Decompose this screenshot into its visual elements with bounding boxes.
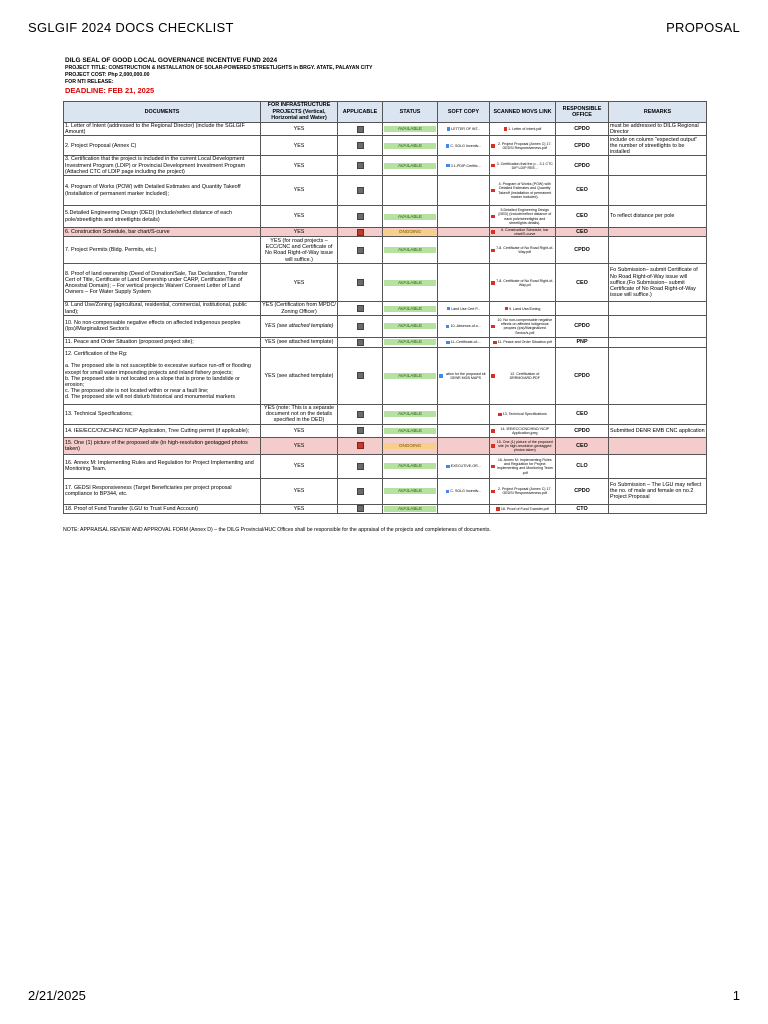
status-cell (383, 302, 438, 315)
soft-copy-cell (438, 176, 490, 206)
status-cell (383, 337, 438, 347)
status-cell (383, 315, 438, 337)
infrastructure-cell: YES (261, 123, 338, 136)
applicable-checkbox[interactable] (357, 372, 364, 379)
table-row (64, 478, 707, 504)
soft-copy-link[interactable] (439, 464, 488, 468)
pdf-icon (496, 507, 500, 511)
document-cell: 18. Proof of Fund Transfer (LGU to Trust Fund Account) (64, 504, 261, 513)
pdf-icon (491, 374, 495, 378)
document-cell: 11. Peace and Order Situation (proposed project site); (64, 337, 261, 347)
scanned-movs-label: 10. No non-compensable negative effects on affected indigenous peoples (Ips)/Marginalized Sector/s.pdf (497, 317, 553, 335)
soft-copy-cell (438, 437, 490, 454)
applicable-checkbox[interactable] (357, 187, 364, 194)
infrastructure-cell: YES (see attached template) (261, 347, 338, 404)
soft-copy-label: C. SGLG Incentiv... (450, 143, 482, 148)
document-cell: 15. One (1) picture of the proposed site (in high-resolution geotagged photos taken) (64, 437, 261, 454)
remarks-cell: include on column "expected output" the number of streetlights to be installed (609, 136, 707, 156)
document-cell: 8. Proof of land ownership (Deed of Donation/Sale, Tax Declaration, Transfer Cert of Title, Certificate of Land Ownership under CARP, Certificate/Title of Ancestral Domain); – For vertical projects Waiver/ Consent Letter of Land Owners – For Water Supply System (64, 264, 261, 302)
soft-copy-cell (438, 264, 490, 302)
deadline: DEADLINE: FEB 21, 2025 (65, 86, 155, 95)
scanned-movs-label: 14. IEE/ECC/CNC/HNC/ NCIP Application.jpeg (500, 426, 550, 435)
pdf-icon (491, 281, 495, 285)
soft-copy-label: C. SGLG Incentiv... (450, 489, 482, 494)
status-cell (383, 206, 438, 228)
status-chip[interactable]: AVAILABLE (384, 463, 436, 469)
pdf-icon (491, 444, 495, 448)
document-cell: 13. Technical Specifications; (64, 404, 261, 424)
status-chip[interactable]: AVAILABLE (384, 280, 436, 286)
column-header: FOR INFRASTRUCTURE PROJECTS (Vertical, Horizontal and Water) (261, 102, 338, 123)
pdf-icon (491, 490, 495, 494)
responsible-office-cell: CEO (556, 264, 609, 302)
status-cell (383, 347, 438, 404)
applicable-cell (338, 206, 383, 228)
soft-copy-cell (438, 347, 490, 404)
remarks-cell (609, 437, 707, 454)
status-chip[interactable]: AVAILABLE (384, 323, 436, 329)
status-chip[interactable]: AVAILABLE (384, 506, 436, 512)
applicable-cell (338, 504, 383, 513)
soft-copy-cell (438, 424, 490, 437)
soft-copy-cell (438, 302, 490, 315)
responsible-office-cell: PNP (556, 337, 609, 347)
file-icon (446, 325, 450, 329)
column-header: APPLICABLE (338, 102, 383, 123)
responsible-office-cell: CEO (556, 437, 609, 454)
status-chip[interactable]: ONGOING (384, 443, 436, 449)
scanned-movs-cell (490, 437, 556, 454)
scanned-movs-label: 18. Proof of Fund Transfer.pdf (500, 506, 549, 511)
document-cell: 4. Program of Works (POW) with Detailed Estimates and Quantity Takeoff (Installation of permanent marker included); (64, 176, 261, 206)
applicable-cell (338, 176, 383, 206)
table-row (64, 237, 707, 264)
scanned-movs-label: 16. Annex M: Implementing Rules and Regulation for Project Implementing and Monitoring Team .pdf (496, 457, 553, 475)
applicable-cell (338, 478, 383, 504)
document-cell: 6. Construction Schedule, bar chart/S-curve (64, 228, 261, 237)
pdf-icon (491, 144, 495, 148)
status-cell (383, 123, 438, 136)
applicable-checkbox[interactable] (357, 162, 364, 169)
soft-copy-link[interactable] (439, 340, 488, 344)
status-cell (383, 404, 438, 424)
applicable-cell (338, 404, 383, 424)
column-header: RESPONSIBLE OFFICE (556, 102, 609, 123)
table-row (64, 136, 707, 156)
status-cell (383, 478, 438, 504)
pdf-icon (498, 413, 502, 417)
remarks-cell: Submitted DENR EMB CNC application (609, 424, 707, 437)
scanned-movs-label: 3. Certification that the p... 3.1 CTC DIP LDIP REE... (496, 161, 553, 170)
responsible-office-cell: CEO (556, 228, 609, 237)
document-cell: 3. Certification that the project is included in the current Local Development Investment Program (LDIP) or Provincial Development Investment Program (Attached CTC of LDIP page including the project) (64, 156, 261, 176)
document-cell: 12. Certification of the Rg: a. The proposed site is not susceptible to excessive surface run-off or flooding except for small water impounding projects and inland fishery projects; b. The proposed site is not located on a slope that is prone to landslide or erosion; c. The proposed site is not located within or near a fault line; d. The proposed site will not disturb historical and monumental markers (64, 347, 261, 404)
scanned-movs-cell (490, 136, 556, 156)
applicable-checkbox[interactable] (357, 339, 364, 346)
infrastructure-cell: YES (261, 136, 338, 156)
scanned-movs-link[interactable] (491, 440, 554, 453)
project-cost: PROJECT COST: Php 2,000,000.00 (65, 72, 150, 78)
status-chip[interactable]: AVAILABLE (384, 339, 436, 345)
table-row (64, 454, 707, 478)
applicable-checkbox[interactable] (357, 126, 364, 133)
table-row (64, 424, 707, 437)
remarks-cell (609, 454, 707, 478)
scanned-movs-link[interactable] (491, 142, 554, 150)
scanned-movs-link[interactable] (491, 507, 554, 511)
applicable-checkbox[interactable] (357, 213, 364, 220)
infrastructure-cell: YES (261, 454, 338, 478)
nti-release: FOR NTI RELEASE: (65, 79, 114, 85)
file-icon (446, 341, 450, 345)
fund-title: DILG SEAL OF GOOD LOCAL GOVERNANCE INCENTIVE FUND 2024 (65, 57, 278, 64)
scanned-movs-cell (490, 454, 556, 478)
responsible-office-cell: CPDO (556, 237, 609, 264)
table-row (64, 504, 707, 513)
document-header-title: SGLGIF 2024 DOCS CHECKLIST (28, 20, 234, 35)
scanned-movs-link[interactable] (491, 307, 554, 311)
scanned-movs-label: 9. Land Use/Zoning (509, 306, 541, 311)
scanned-movs-label: 1. Letter of Intent.pdf (508, 127, 542, 132)
remarks-cell (609, 504, 707, 513)
applicable-cell (338, 237, 383, 264)
pdf-icon (491, 429, 495, 433)
scanned-movs-label: 11. Peace and Order Situation.pdf (497, 340, 552, 345)
soft-copy-label: 10.-Absence-of-n... (450, 324, 482, 329)
pdf-icon (491, 230, 495, 234)
scanned-movs-label: 7-8. Certificate of No Road Right-of-Way.pd (496, 278, 554, 287)
soft-copy-label: Land Use Cert P... (451, 306, 481, 311)
scanned-movs-cell (490, 302, 556, 315)
applicable-cell (338, 315, 383, 337)
column-header: SOFT COPY (438, 102, 490, 123)
pdf-icon (505, 307, 509, 311)
responsible-office-cell (556, 302, 609, 315)
responsible-office-cell: CPDO (556, 347, 609, 404)
footnote: NOTE: APPRAISAL REVIEW AND APPROVAL FORM (Annex D) – the DILG Provincial/HUC Offices shall be responsible for the appraisal of the projects and completeness of documents. (63, 527, 491, 533)
document-header-label: PROPOSAL (666, 20, 740, 35)
scanned-movs-link[interactable] (491, 182, 554, 199)
soft-copy-cell (438, 404, 490, 424)
responsible-office-cell: CPDO (556, 156, 609, 176)
responsible-office-cell: CEO (556, 206, 609, 228)
infrastructure-cell: YES (261, 228, 338, 237)
soft-copy-cell (438, 454, 490, 478)
applicable-cell (338, 136, 383, 156)
document-cell: 9. Land Use/Zoning (agricultural, residential, commercial, institutional, public land); (64, 302, 261, 315)
soft-copy-link[interactable] (439, 372, 488, 380)
document-cell: 17. GEDSI Responsiveness (Target Beneficiaries per project proposal compliance to BP344, etc. (64, 478, 261, 504)
pdf-icon (491, 215, 495, 219)
status-chip[interactable]: AVAILABLE (384, 163, 436, 169)
applicable-cell (338, 264, 383, 302)
applicable-cell (338, 156, 383, 176)
applicable-checkbox[interactable] (357, 427, 364, 434)
applicable-cell (338, 424, 383, 437)
scanned-movs-link[interactable] (491, 340, 554, 344)
infrastructure-cell: YES (see attached template) (261, 315, 338, 337)
scanned-movs-link[interactable] (491, 412, 554, 416)
document-cell: 10. No non-compensable negative effects on affected indigenous peoples (Ips)/Marginalized Sector/s (64, 315, 261, 337)
soft-copy-cell (438, 136, 490, 156)
table-row (64, 315, 707, 337)
table-row (64, 264, 707, 302)
scanned-movs-label: 5.Detailed Engineering Design (DED) (Include/reflect distance of each pole/streetlights and streetlights details). (498, 208, 552, 225)
scanned-movs-cell (490, 478, 556, 504)
pdf-icon (493, 341, 497, 345)
status-chip[interactable]: AVAILABLE (384, 488, 436, 494)
soft-copy-cell (438, 123, 490, 136)
scanned-movs-cell (490, 228, 556, 237)
table-row (64, 302, 707, 315)
scanned-movs-label: 2. Project Proposal (Annex C) 17. GEDSI Responsiveness.pdf (497, 487, 552, 496)
project-info (65, 57, 705, 96)
applicable-cell (338, 337, 383, 347)
table-row (64, 347, 707, 404)
table-row (64, 206, 707, 228)
soft-copy-cell (438, 237, 490, 264)
soft-copy-label: ation for the proposed sit DENR MGB MAPS (445, 371, 486, 380)
infrastructure-cell: YES (Certification from MPDC/ Zoning Officer) (262, 302, 336, 315)
remarks-cell (609, 315, 707, 337)
remarks-cell (609, 302, 707, 315)
project-title: PROJECT TITLE: CONSTRUCTION & INSTALLATION OF SOLAR-POWERED STREETLIGHTS in BRGY. ATATE, PALAYAN CITY (65, 65, 373, 71)
responsible-office-cell: CEO (556, 404, 609, 424)
table-row (64, 404, 707, 424)
scanned-movs-label: 4. Program of Works (POW) with Detailed Estimates and Quantity Takeoff (Installation of permanent marker included). (498, 182, 552, 199)
document-cell: 5.Detailed Engineering Design (DED) (Include/reflect distance of each pole/streetlights and streetlights details) (64, 206, 261, 228)
applicable-checkbox[interactable] (357, 488, 364, 495)
scanned-movs-label: 6. Construction Schedule, bar chart/S-curve (501, 228, 549, 237)
responsible-office-cell: CPDO (556, 315, 609, 337)
soft-copy-label: 11.-Certificate-of-... (450, 340, 481, 345)
infrastructure-cell: YES (for road projects – ECC/CNC and Certificate of No Road Right-of-Way issue will suffice.) (261, 237, 338, 264)
checklist-table (63, 101, 707, 514)
remarks-cell (609, 347, 707, 404)
table-row (64, 228, 707, 237)
responsible-office-cell: CPDO (556, 136, 609, 156)
status-cell (383, 504, 438, 513)
applicable-cell (338, 347, 383, 404)
pdf-icon (491, 325, 495, 329)
soft-copy-link[interactable] (439, 324, 488, 328)
status-cell (383, 437, 438, 454)
applicable-checkbox[interactable] (357, 247, 364, 254)
soft-copy-link[interactable] (439, 164, 488, 168)
scanned-movs-label: 13. Technical Specifications (502, 412, 547, 417)
responsible-office-cell: CPDO (556, 123, 609, 136)
applicable-checkbox[interactable] (357, 305, 364, 312)
soft-copy-cell (438, 337, 490, 347)
scanned-movs-link[interactable] (491, 279, 554, 287)
responsible-office-cell: CEO (556, 176, 609, 206)
status-cell (383, 237, 438, 264)
scanned-movs-link[interactable] (491, 318, 554, 335)
remarks-cell: To reflect distance per pole (609, 206, 707, 228)
scanned-movs-cell (490, 237, 556, 264)
scanned-movs-cell (490, 424, 556, 437)
scanned-movs-link[interactable] (491, 228, 554, 236)
applicable-checkbox[interactable] (357, 229, 364, 236)
file-icon (446, 164, 450, 168)
applicable-checkbox[interactable] (357, 323, 364, 330)
scanned-movs-label: 7-8. Certificate of No Road Right-of-Way.pdf (496, 246, 554, 255)
scanned-movs-cell (490, 347, 556, 404)
table-row (64, 176, 707, 206)
scanned-movs-cell (490, 156, 556, 176)
applicable-checkbox[interactable] (357, 505, 364, 512)
responsible-office-cell: CLO (556, 454, 609, 478)
soft-copy-label: 3.1-PDIP-Certific... (450, 163, 481, 168)
pdf-icon (504, 127, 508, 131)
pdf-icon (491, 164, 495, 168)
pdf-icon (491, 189, 495, 193)
status-cell (383, 176, 438, 206)
file-icon (447, 127, 451, 131)
scanned-movs-cell (490, 404, 556, 424)
table-row (64, 337, 707, 347)
infrastructure-cell: YES (261, 176, 338, 206)
infrastructure-cell: YES (see attached template) (261, 337, 338, 347)
column-header: REMARKS (609, 102, 707, 123)
infrastructure-cell: YES (261, 206, 338, 228)
column-header: SCANNED MOVS LINK (490, 102, 556, 123)
infrastructure-cell: YES (261, 156, 338, 176)
responsible-office-cell: CPDO (556, 478, 609, 504)
soft-copy-link[interactable] (439, 127, 488, 131)
applicable-checkbox[interactable] (357, 279, 364, 286)
status-chip[interactable]: AVAILABLE (384, 306, 436, 312)
pdf-icon (491, 465, 495, 469)
file-icon (446, 465, 450, 469)
table-row (64, 123, 707, 136)
infrastructure-cell: YES (261, 504, 338, 513)
remarks-cell (609, 237, 707, 264)
status-chip[interactable]: AVAILABLE (384, 247, 436, 253)
soft-copy-link[interactable] (439, 144, 488, 148)
responsible-office-cell: CPDO (556, 424, 609, 437)
infrastructure-cell: YES (note: This is a separate document not on the details specified in the DED) (261, 404, 338, 424)
scanned-movs-link[interactable] (491, 372, 554, 380)
scanned-movs-link[interactable] (491, 127, 554, 131)
remarks-cell (609, 176, 707, 206)
soft-copy-cell (438, 206, 490, 228)
remarks-cell: Fo Submission – The LGU may reflect the no. of male and female on no.2 Project Proposal (609, 478, 707, 504)
footer-date: 2/21/2025 (28, 988, 86, 1003)
scanned-movs-cell (490, 315, 556, 337)
scanned-movs-label: 12. Certification of DRRMO/ARD.PDF (509, 371, 540, 380)
file-icon (447, 307, 451, 311)
soft-copy-cell (438, 315, 490, 337)
status-cell (383, 264, 438, 302)
status-chip[interactable]: AVAILABLE (384, 143, 436, 149)
scanned-movs-cell (490, 176, 556, 206)
scanned-movs-link[interactable] (491, 458, 554, 475)
remarks-cell: must be addressed to DILG Regional Director (609, 123, 707, 136)
table-row (64, 156, 707, 176)
status-cell (383, 454, 438, 478)
status-cell (383, 228, 438, 237)
scanned-movs-link[interactable] (491, 487, 554, 495)
soft-copy-link[interactable] (439, 489, 488, 493)
infrastructure-cell: YES (261, 424, 338, 437)
soft-copy-cell (438, 228, 490, 237)
status-chip[interactable]: AVAILABLE (384, 373, 436, 379)
infrastructure-cell: YES (261, 264, 338, 302)
scanned-movs-cell (490, 264, 556, 302)
scanned-movs-label: 2. Project Proposal (Annex C) 17. GEDSI Responsiveness.pdf (497, 141, 552, 150)
status-chip[interactable]: AVAILABLE (384, 428, 436, 434)
soft-copy-label: EXECUTIVE-OR... (450, 464, 481, 469)
document-cell: 1. Letter of Intent (addressed to the Regional Director) (include the SGLGIF Amount) (64, 123, 261, 136)
applicable-cell (338, 302, 383, 315)
document-cell: 2. Project Proposal (Annex C) (64, 136, 261, 156)
status-cell (383, 424, 438, 437)
document-cell: 14. IEE/ECC/CNC/HNC/ NCIP Application, Tree Cutting permit (if applicable); (64, 424, 261, 437)
scanned-movs-cell (490, 123, 556, 136)
applicable-checkbox[interactable] (357, 442, 364, 449)
soft-copy-cell (438, 504, 490, 513)
column-header: DOCUMENTS (64, 102, 261, 123)
applicable-cell (338, 454, 383, 478)
scanned-movs-link[interactable] (491, 246, 554, 254)
applicable-cell (338, 123, 383, 136)
scanned-movs-cell (490, 337, 556, 347)
remarks-cell: Fo Submission– submit Certificate of No Road Right-of-Way issue will suffice.(Fo Submission– submit Certificate of No Road Right-of-Way issue will suffice.) (609, 264, 707, 302)
table-header-row (64, 102, 707, 123)
scanned-movs-cell (490, 504, 556, 513)
remarks-cell (609, 228, 707, 237)
remarks-cell (609, 337, 707, 347)
scanned-movs-link[interactable] (491, 427, 554, 435)
remarks-cell (609, 404, 707, 424)
status-chip[interactable]: AVAILABLE (384, 214, 436, 220)
soft-copy-cell (438, 478, 490, 504)
document-cell: 7. Project Permits (Bldg. Permits, etc.) (64, 237, 261, 264)
responsible-office-cell: CTO (556, 504, 609, 513)
document-cell: 16. Annex M: Implementing Rules and Regulation for Project Implementing and Monitoring Team. (64, 454, 261, 478)
soft-copy-cell (438, 156, 490, 176)
column-header: STATUS (383, 102, 438, 123)
remarks-cell (609, 156, 707, 176)
applicable-cell (338, 437, 383, 454)
infrastructure-cell: YES (261, 478, 338, 504)
scanned-movs-link[interactable] (491, 162, 554, 170)
file-icon (446, 144, 450, 148)
infrastructure-cell: YES (261, 437, 338, 454)
applicable-checkbox[interactable] (357, 411, 364, 418)
file-icon (439, 374, 443, 378)
pdf-icon (491, 249, 495, 253)
file-icon (446, 490, 450, 494)
applicable-checkbox[interactable] (357, 463, 364, 470)
status-cell (383, 156, 438, 176)
table-row (64, 437, 707, 454)
status-cell (383, 136, 438, 156)
scanned-movs-link[interactable] (491, 208, 554, 225)
status-chip[interactable]: ONGOING (384, 229, 436, 235)
status-chip[interactable]: AVAILABLE (384, 126, 436, 132)
scanned-movs-cell (490, 206, 556, 228)
soft-copy-label: LETTER OF INT... (451, 127, 481, 132)
page-number: 1 (732, 988, 740, 1003)
applicable-cell (338, 228, 383, 237)
applicable-checkbox[interactable] (357, 142, 364, 149)
status-chip[interactable]: AVAILABLE (384, 411, 436, 417)
soft-copy-link[interactable] (439, 307, 488, 311)
scanned-movs-label: 15. One (1) picture of the proposed site (in high-resolution geotagged photos taken) (496, 439, 553, 452)
